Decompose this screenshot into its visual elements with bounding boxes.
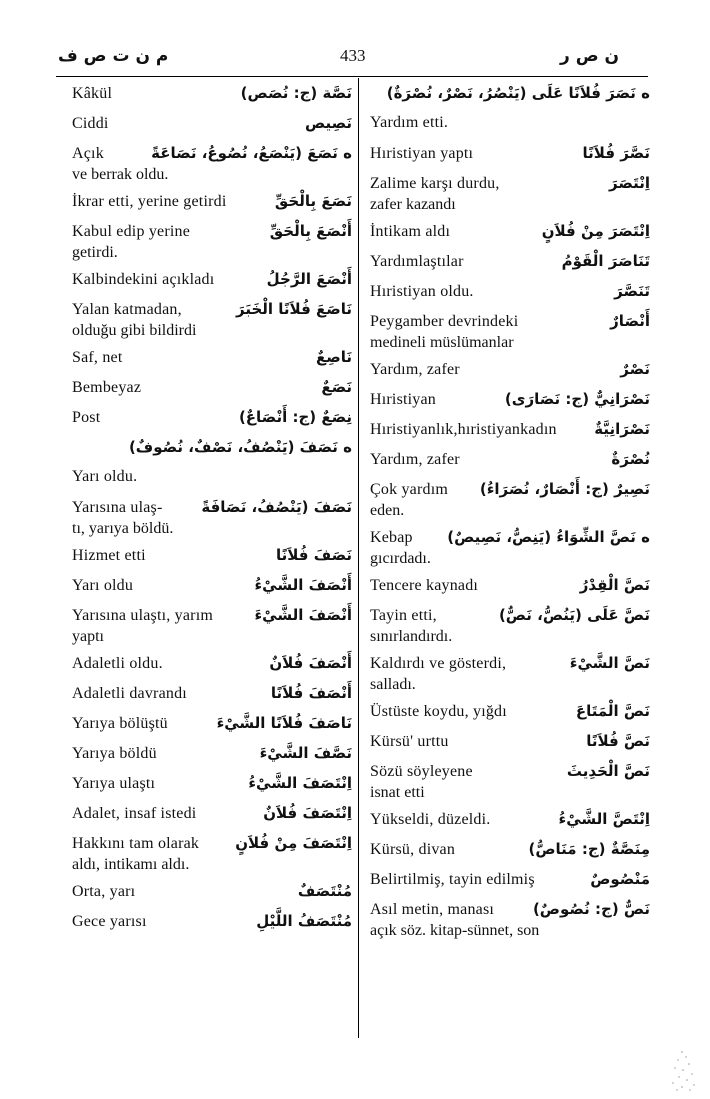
entry-line: [370, 870, 650, 896]
dictionary-entry: [72, 378, 352, 404]
entry-line: [72, 744, 352, 770]
entry-line: [370, 252, 650, 278]
arabic-headword: أَنْصَفَ الشَّيْءَ: [254, 606, 352, 624]
dictionary-entry: [370, 252, 650, 278]
meaning-continuation: gıcırdadı.: [370, 550, 431, 567]
entry-line: [72, 270, 352, 296]
entry-line: [72, 912, 352, 938]
entry-line: [72, 546, 352, 572]
arabic-headword: نَصَّ الْقِدْرُ: [579, 576, 650, 594]
dictionary-entry: [370, 114, 650, 140]
entry-line: [72, 714, 352, 740]
meaning-continuation: zafer kazandı: [370, 196, 456, 213]
turkish-meaning: Yardım, zafer: [370, 361, 460, 378]
dictionary-entry: [370, 762, 650, 806]
turkish-meaning: Gece yarısı: [72, 913, 147, 930]
turkish-meaning: Üstüste koydu, yığdı: [370, 703, 507, 720]
dictionary-entry: [72, 438, 352, 464]
dictionary-entry: [370, 360, 650, 386]
entry-line: [72, 882, 352, 908]
entry-line: [370, 576, 650, 602]
arabic-headword: نَاصَعَ فُلاَنًا الْخَبَرَ: [236, 300, 352, 318]
dictionary-entry: [72, 576, 352, 602]
turkish-meaning: Hıristiyanlık,hıristiyankadın: [370, 421, 557, 438]
turkish-meaning: Bembeyaz: [72, 379, 142, 396]
dictionary-entry: [72, 882, 352, 908]
turkish-meaning: Kaldırdı ve gösterdi,: [370, 655, 507, 672]
dictionary-entry: [370, 528, 650, 572]
dictionary-entry: [370, 702, 650, 728]
dictionary-entry: [72, 606, 352, 650]
turkish-meaning: Kürsü' urttu: [370, 733, 449, 750]
arabic-headword: تَنَصَّرَ: [614, 282, 650, 300]
entry-line: [370, 222, 650, 248]
arabic-headword: نَصَّفَ الشَّيْءَ: [259, 744, 352, 762]
dictionary-entry: [72, 84, 352, 110]
meaning-continuation: medineli müslümanlar: [370, 334, 514, 351]
column-divider: [358, 78, 359, 1038]
dictionary-entry: [370, 450, 650, 476]
arabic-headword: نَصِيص: [305, 114, 352, 132]
dictionary-entry: [370, 282, 650, 308]
arabic-headword: مُنْتَصَفُ اللَّيْلِ: [256, 912, 352, 930]
turkish-meaning: Çok yardım: [370, 481, 448, 498]
turkish-meaning: Yardımlaştılar: [370, 253, 464, 270]
arabic-headword: اِنْتَصَرَ: [608, 174, 650, 192]
arabic-headword: أَنْصَفَ الشَّيْءُ: [254, 576, 352, 594]
entry-line: [72, 774, 352, 800]
dictionary-entry: [72, 408, 352, 434]
entry-line: [370, 420, 650, 446]
dictionary-entry: [72, 192, 352, 218]
dictionary-entry: [370, 654, 650, 698]
dictionary-entry: [72, 300, 352, 344]
entry-line: [72, 654, 352, 680]
dictionary-entry: [72, 468, 352, 494]
turkish-meaning: Yükseldi, düzeldi.: [370, 811, 491, 828]
turkish-meaning: Yarısına ulaştı, yarım: [72, 607, 213, 624]
entry-line: [370, 732, 650, 758]
turkish-meaning: Asıl metin, manası: [370, 901, 495, 918]
arabic-headword: مَنْصُوصٌ: [590, 870, 650, 888]
entry-line: [370, 282, 650, 308]
scan-speckle-mark: [668, 1048, 698, 1092]
arabic-headword: نَصْرٌ: [620, 360, 650, 378]
entry-line: [370, 114, 650, 140]
entry-line: [370, 360, 650, 386]
turkish-meaning: Tencere kaynadı: [370, 577, 479, 594]
arabic-headword: اِنْتَصَفَ الشَّيْءُ: [248, 774, 352, 792]
dictionary-entry: [370, 480, 650, 524]
entry-line: [370, 810, 650, 836]
turkish-meaning: Post: [72, 409, 101, 426]
dictionary-entry: [370, 840, 650, 866]
meaning-continuation: isnat etti: [370, 784, 425, 801]
turkish-meaning: Yardım etti.: [370, 114, 449, 131]
turkish-meaning: Hıristiyan oldu.: [370, 283, 474, 300]
meaning-continuation: açık söz. kitap-sünnet, son: [370, 922, 540, 939]
arabic-headword: تَنَاصَرَ الْقَوْمُ: [561, 252, 650, 270]
dictionary-entry: [370, 870, 650, 896]
dictionary-entry: [370, 390, 650, 416]
turkish-meaning: Açık: [72, 145, 104, 162]
arabic-headword: أَنْصَفَ فُلاَنًا: [270, 684, 352, 702]
dictionary-entry: [370, 810, 650, 836]
dictionary-entry: [72, 546, 352, 572]
arabic-headword: اِنْتَصَفَ مِنْ فُلاَنٍ: [235, 834, 352, 852]
arabic-headword: ه نَصَعَ (يَنْصَعُ، نُصُوعُ، نَصَاعَةً: [151, 144, 352, 162]
arabic-headword: نَاصِعٌ: [315, 348, 352, 366]
dictionary-entry: [72, 714, 352, 740]
meaning-continuation: aldı, intikamı aldı.: [72, 856, 190, 873]
turkish-meaning: Ciddi: [72, 115, 109, 132]
header-rule: [56, 76, 648, 77]
arabic-headword: نَصٌّ (ج: نُصُوصٌ): [532, 900, 650, 918]
right-column: [370, 84, 650, 948]
dictionary-entry: [72, 654, 352, 680]
meaning-continuation: getirdi.: [72, 244, 118, 261]
arabic-headword: ه نَصَّ الشِّوَاءُ (يَنِصُّ، نَصِيصٌ): [447, 528, 650, 546]
dictionary-entry: [370, 576, 650, 602]
arabic-headword: نَصَّة (ج: نُصَص): [240, 84, 352, 102]
dictionary-entry: [370, 900, 650, 944]
arabic-headword: أَنْصَعَ الرَّجُلُ: [266, 270, 352, 288]
dictionary-entry: [72, 834, 352, 878]
dictionary-entry: [370, 420, 650, 446]
turkish-meaning: Peygamber devrindeki: [370, 313, 519, 330]
dictionary-entry: [72, 804, 352, 830]
arabic-headword: نَصَعَ بِالْحَقِّ: [274, 192, 352, 210]
left-column: [72, 84, 352, 942]
arabic-headword: أَنْصَفَ فُلاَنٌ: [269, 654, 352, 672]
turkish-meaning: Yarı oldu: [72, 577, 134, 594]
entry-line: [72, 114, 352, 140]
arabic-headword: أَنْصَارٌ: [610, 312, 650, 330]
turkish-meaning: Saf, net: [72, 349, 123, 366]
arabic-headword: ه نَصَفَ (يَنْصُفُ، نَصْفٌ، نُصُوفٌ): [128, 438, 352, 456]
entry-line: [370, 702, 650, 728]
arabic-headword: نَصَفَ فُلاَنًا: [276, 546, 352, 564]
meaning-continuation: ve berrak oldu.: [72, 166, 169, 183]
dictionary-entry: [72, 498, 352, 542]
dictionary-entry: [370, 222, 650, 248]
turkish-meaning: Yarıya bölüştü: [72, 715, 168, 732]
turkish-meaning: Adaletli oldu.: [72, 655, 163, 672]
arabic-headword: نَصَعٌ: [321, 378, 352, 396]
turkish-meaning: Hıristiyan: [370, 391, 436, 408]
turkish-meaning: Yardım, zafer: [370, 451, 460, 468]
dictionary-entry: [370, 174, 650, 218]
turkish-meaning: İkrar etti, yerine getirdi: [72, 193, 227, 210]
arabic-headword: نَصَفَ (يَنْصُفُ، نَصَافَةً: [201, 498, 352, 516]
dictionary-entry: [72, 774, 352, 800]
dictionary-entry: [370, 84, 650, 110]
arabic-headword: نَصَّرَ فُلاَنًا: [582, 144, 650, 162]
page-number: 433: [340, 46, 366, 65]
meaning-continuation: eden.: [370, 502, 405, 519]
entry-line: [72, 192, 352, 218]
dictionary-entry: [72, 348, 352, 374]
turkish-meaning: Kabul edip yerine: [72, 223, 191, 240]
turkish-meaning: Kürsü, divan: [370, 841, 456, 858]
arabic-headword: نَصَّ عَلَى (يَنُصُّ، نَصٌّ): [498, 606, 650, 624]
meaning-continuation: yaptı: [72, 628, 104, 645]
turkish-meaning: Yarısına ulaş-: [72, 499, 163, 516]
turkish-meaning: Yarı oldu.: [72, 468, 138, 485]
meaning-continuation: tı, yarıya böldü.: [72, 520, 174, 537]
entry-line: [72, 804, 352, 830]
arabic-headword: نَصَّ فُلاَنًا: [586, 732, 650, 750]
dictionary-entry: [370, 144, 650, 170]
dictionary-entry: [72, 684, 352, 710]
turkish-meaning: Zalime karşı durdu,: [370, 175, 500, 192]
arabic-headword: مِنَصَّةٌ (ج: مَنَاصُّ): [528, 840, 650, 858]
arabic-headword: نَصْرَانِيٌّ (ج: نَصَارَى): [504, 390, 650, 408]
turkish-meaning: Kâkül: [72, 85, 113, 102]
arabic-headword: نَصِيرٌ (ج: أَنْصَارٌ، نُصَرَاءُ): [479, 480, 650, 498]
header-left-letters: م ن ت ص ف: [58, 46, 169, 66]
dictionary-entry: [72, 222, 352, 266]
turkish-meaning: Adalet, insaf istedi: [72, 805, 197, 822]
arabic-headword: نَاصَفَ فُلاَنًا الشَّيْءَ: [216, 714, 352, 732]
arabic-headword: نَصَّ الْمَتَاعَ: [575, 702, 650, 720]
entry-line: [370, 450, 650, 476]
turkish-meaning: Yalan katmadan,: [72, 301, 182, 318]
arabic-headword: ه نَصَرَ فُلاَنًا عَلَى (يَنْصُرُ، نَصْرٌ، نُصْرَةٌ): [386, 84, 650, 102]
dictionary-entry: [72, 114, 352, 140]
turkish-meaning: Hizmet etti: [72, 547, 146, 564]
arabic-headword: نُصْرَةٌ: [611, 450, 650, 468]
arabic-headword: اِنْتَصَّ الشَّيْءُ: [558, 810, 650, 828]
dictionary-entry: [72, 744, 352, 770]
dictionary-entry: [72, 912, 352, 938]
entry-line: [370, 840, 650, 866]
arabic-headword: نَصَّ الشَّيْءَ: [569, 654, 650, 672]
entry-line: [72, 468, 352, 494]
entry-line: [72, 684, 352, 710]
turkish-meaning: Kalbindekini açıkladı: [72, 271, 215, 288]
arabic-headword: مُنْتَصَفٌ: [297, 882, 352, 900]
entry-line: [72, 378, 352, 404]
entry-line: [370, 144, 650, 170]
header-right-letters: ن ص ر: [560, 46, 620, 66]
meaning-continuation: salladı.: [370, 676, 416, 693]
dictionary-entry: [370, 732, 650, 758]
turkish-meaning: Hıristiyan yaptı: [370, 145, 474, 162]
turkish-meaning: Orta, yarı: [72, 883, 136, 900]
meaning-continuation: olduğu gibi bildirdi: [72, 322, 197, 339]
arabic-headword: نَصْرَانِيَّةٌ: [594, 420, 650, 438]
entry-line: [370, 390, 650, 416]
turkish-meaning: Yarıya böldü: [72, 745, 157, 762]
turkish-meaning: Tayin etti,: [370, 607, 437, 624]
arabic-headword: اِنْتَصَرَ مِنْ فُلاَنٍ: [541, 222, 650, 240]
dictionary-entry: [370, 606, 650, 650]
entry-line: [72, 348, 352, 374]
arabic-headword: نِصَعٌ (ج: أَنْصَاعٌ): [238, 408, 352, 426]
entry-line: [72, 84, 352, 110]
turkish-meaning: Adaletli davrandı: [72, 685, 187, 702]
entry-line: [72, 408, 352, 434]
turkish-meaning: Belirtilmiş, tayin edilmiş: [370, 871, 535, 888]
entry-line: [72, 576, 352, 602]
arabic-headword: أَنْصَعَ بِالْحَقِّ: [269, 222, 352, 240]
turkish-meaning: İntikam aldı: [370, 223, 451, 240]
arabic-headword: نَصَّ الْحَدِيثَ: [566, 762, 650, 780]
meaning-continuation: sınırlandırdı.: [370, 628, 453, 645]
turkish-meaning: Kebap: [370, 529, 413, 546]
turkish-meaning: Yarıya ulaştı: [72, 775, 156, 792]
turkish-meaning: Hakkını tam olarak: [72, 835, 200, 852]
dictionary-entry: [370, 312, 650, 356]
turkish-meaning: Sözü söyleyene: [370, 763, 473, 780]
dictionary-entry: [72, 270, 352, 296]
dictionary-entry: [72, 144, 352, 188]
arabic-headword: اِنْتَصَفَ فُلاَنٌ: [263, 804, 352, 822]
